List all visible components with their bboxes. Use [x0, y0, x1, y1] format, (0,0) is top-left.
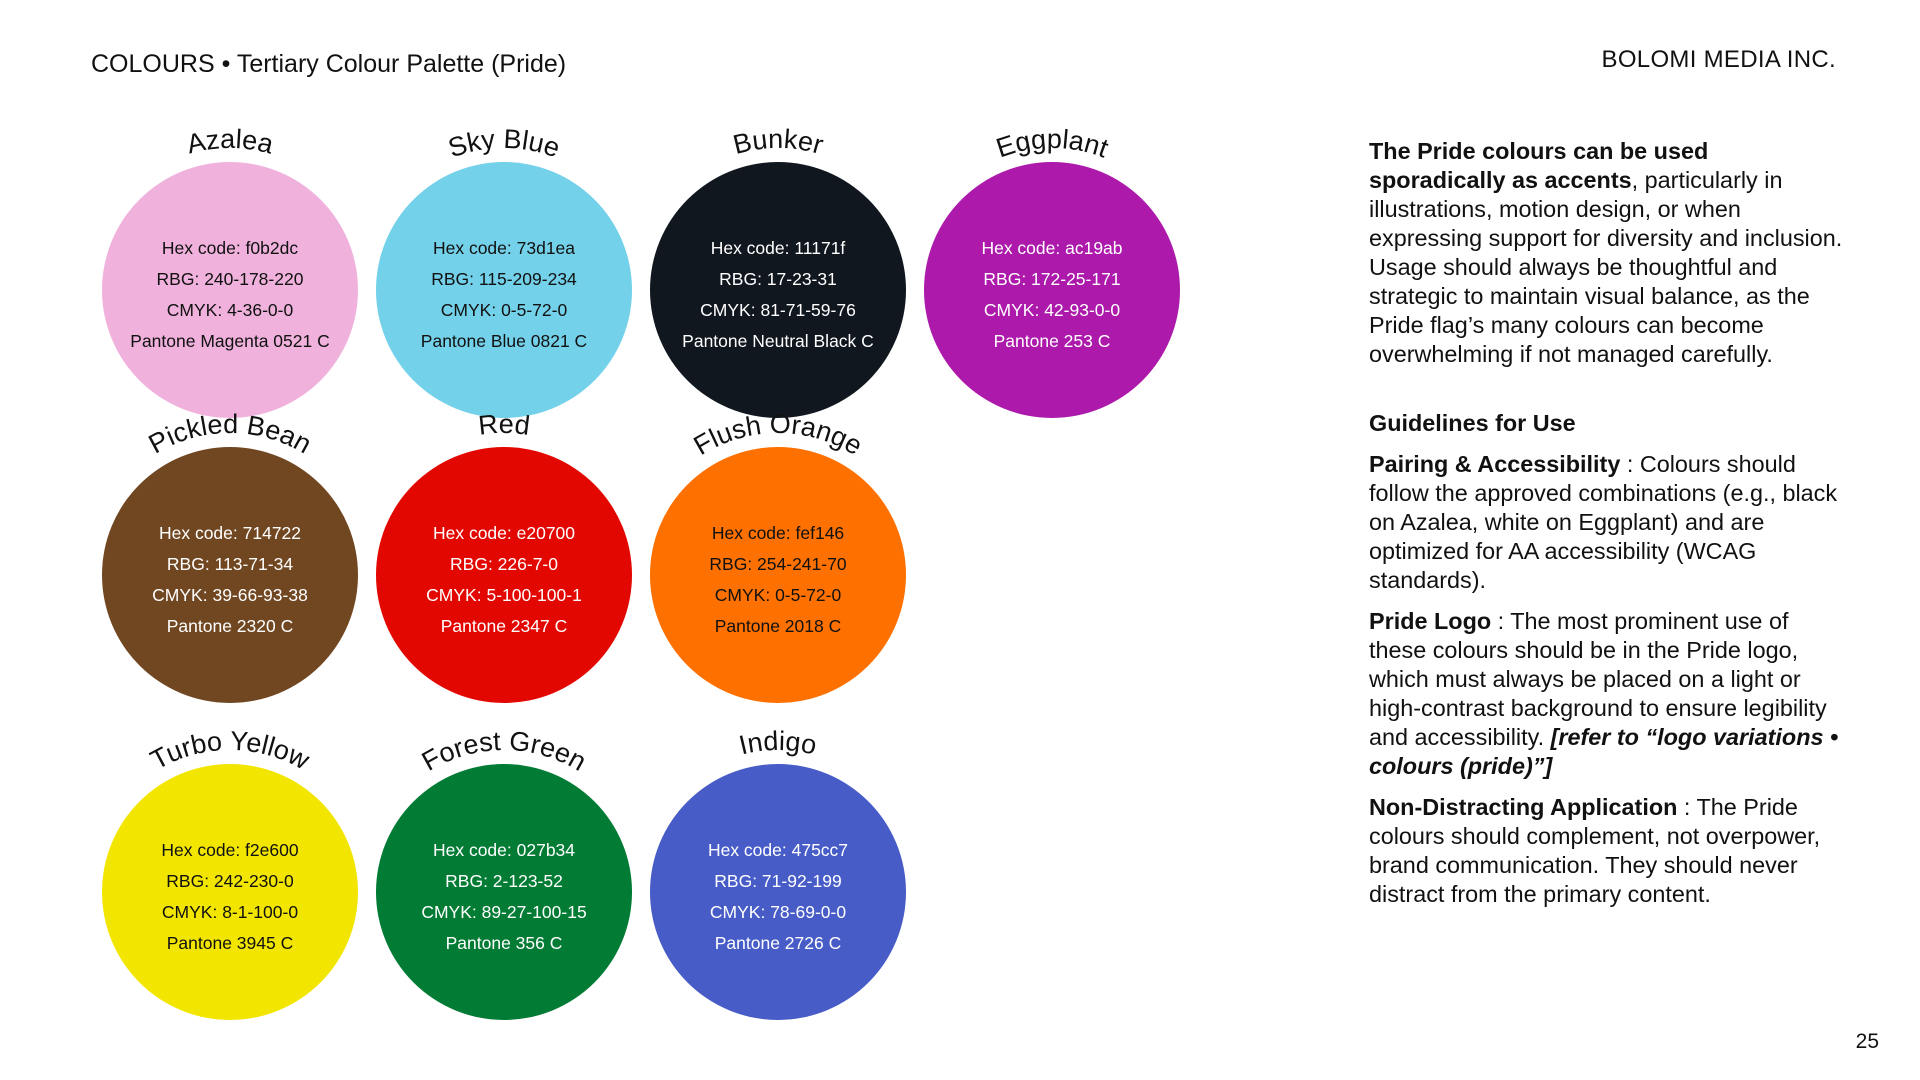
rgb-value: RBG: 2-123-52 — [445, 871, 563, 891]
rgb-value: RBG: 240-178-220 — [156, 269, 304, 289]
colour-swatch — [376, 408, 632, 703]
colour-specs — [668, 238, 888, 352]
guidelines-title: Guidelines for Use — [1369, 410, 1576, 436]
guideline-text: : The Pride colours should complement, not overpower, brand communication. They should never distract from the primary content. — [1369, 794, 1821, 907]
guideline-pride-logo — [1369, 607, 1849, 781]
section-title: COLOURS • Tertiary Colour Palette (Pride) — [91, 50, 567, 78]
rgb-value: RBG: 113-71-34 — [166, 554, 294, 574]
guideline-pairing — [1369, 450, 1849, 595]
colour-specs — [668, 523, 888, 637]
pantone-code: Pantone 2320 C — [166, 616, 294, 636]
guideline-text: : The most prominent use of these colours should be in the Pride logo, which must always be placed on a light or high-contrast background to ensure legibility and accessibility. — [1369, 608, 1827, 750]
hex-code: Hex code: 027b34 — [432, 840, 576, 860]
pantone-code: Pantone 2347 C — [440, 616, 568, 636]
colour-swatch — [102, 123, 358, 418]
page-number: 25 — [1855, 1030, 1879, 1053]
intro-text: , particularly in illustrations, motion design, or when expressing support for diversity and inclusion. Usage should always be thoughtful and strategic to maintain visual balance, as the Pride flag’s many colours can become overwhelming if not managed carefully. — [1369, 167, 1843, 367]
colour-name: Indigo — [736, 725, 820, 761]
colour-swatch — [924, 123, 1180, 418]
colour-specs — [394, 840, 614, 954]
rgb-value: RBG: 254-241-70 — [709, 554, 847, 574]
pantone-code: Pantone 356 C — [445, 933, 563, 953]
guideline-label: Pairing & Accessibility — [1369, 451, 1621, 477]
pantone-code: Pantone 253 C — [993, 331, 1111, 351]
hex-code: Hex code: f0b2dc — [161, 238, 299, 258]
colour-specs — [120, 523, 340, 637]
colour-specs — [668, 840, 888, 954]
pantone-code: Pantone Neutral Black C — [682, 331, 874, 351]
colour-name: Turbo Yellow — [145, 725, 315, 776]
cmyk-value: CMYK: 8-1-100-0 — [161, 902, 299, 922]
hex-code: Hex code: f2e600 — [161, 840, 299, 860]
colour-specs — [394, 523, 614, 637]
colour-swatch — [376, 725, 632, 1020]
cmyk-value: CMYK: 78-69-0-0 — [709, 902, 847, 922]
company-name: BOLOMI MEDIA INC. — [1601, 46, 1836, 73]
colour-specs — [120, 238, 340, 352]
colour-swatch — [102, 725, 358, 1020]
rgb-value: RBG: 115-209-234 — [431, 269, 577, 289]
colour-swatch — [102, 408, 358, 703]
colour-name: Azalea — [183, 123, 277, 160]
pantone-code: Pantone Magenta 0521 C — [130, 331, 330, 351]
usage-guidelines-panel — [1369, 137, 1849, 921]
rgb-value: RBG: 172-25-171 — [983, 269, 1121, 289]
hex-code: Hex code: fef146 — [711, 523, 845, 543]
cmyk-value: CMYK: 39-66-93-38 — [152, 585, 308, 605]
colour-specs — [394, 238, 614, 352]
cmyk-value: CMYK: 0-5-72-0 — [440, 300, 568, 320]
hex-code: Hex code: 73d1ea — [432, 238, 576, 258]
cmyk-value: CMYK: 4-36-0-0 — [166, 300, 294, 320]
hex-code: Hex code: 475cc7 — [707, 840, 849, 860]
colour-specs — [942, 238, 1162, 352]
pantone-code: Pantone Blue 0821 C — [420, 331, 588, 351]
guideline-non-distracting — [1369, 793, 1849, 909]
hex-code: Hex code: 11171f — [710, 238, 846, 258]
colour-name: Eggplant — [992, 123, 1113, 164]
cmyk-value: CMYK: 5-100-100-1 — [426, 585, 582, 605]
pantone-code: Pantone 2018 C — [714, 616, 842, 636]
cmyk-value: CMYK: 89-27-100-15 — [421, 902, 587, 922]
pantone-code: Pantone 3945 C — [166, 933, 294, 953]
colour-name: Bunker — [730, 123, 827, 161]
guideline-text: : Colours should follow the approved combinations (e.g., black on Azalea, white on Eggplant) and are optimized for AA accessibility (WCAG standards). — [1369, 451, 1838, 593]
colour-name: Sky Blue — [444, 123, 564, 164]
hex-code: Hex code: 714722 — [158, 523, 302, 543]
pantone-code: Pantone 2726 C — [714, 933, 842, 953]
rgb-value: RBG: 71-92-199 — [714, 871, 842, 891]
colour-name: Flush Orange — [688, 408, 868, 461]
colour-swatch — [376, 123, 632, 418]
intro-paragraph — [1369, 137, 1849, 369]
hex-code: Hex code: ac19ab — [981, 238, 1123, 258]
rgb-value: RBG: 242-230-0 — [166, 871, 294, 891]
rgb-value: RBG: 226-7-0 — [450, 554, 558, 574]
guideline-label: Pride Logo — [1369, 608, 1492, 634]
colour-name: Pickled Bean — [143, 408, 317, 460]
guideline-label: Non-Distracting Application — [1369, 794, 1678, 820]
cmyk-value: CMYK: 42-93-0-0 — [983, 300, 1121, 320]
colour-name: Forest Green — [416, 725, 592, 777]
rgb-value: RBG: 17-23-31 — [719, 269, 837, 289]
colour-specs — [120, 840, 340, 954]
cmyk-value: CMYK: 0-5-72-0 — [714, 585, 842, 605]
colour-swatch — [650, 408, 906, 703]
cmyk-value: CMYK: 81-71-59-76 — [700, 300, 856, 320]
colour-name: Red — [476, 408, 532, 441]
colour-swatch — [650, 123, 906, 418]
intro-bold: The Pride colours can be used sporadically as accents — [1369, 138, 1709, 193]
colour-swatch — [650, 725, 906, 1020]
guideline-reference: [refer to “logo variations • colours (pride)”] — [1369, 724, 1839, 779]
hex-code: Hex code: e20700 — [432, 523, 576, 543]
